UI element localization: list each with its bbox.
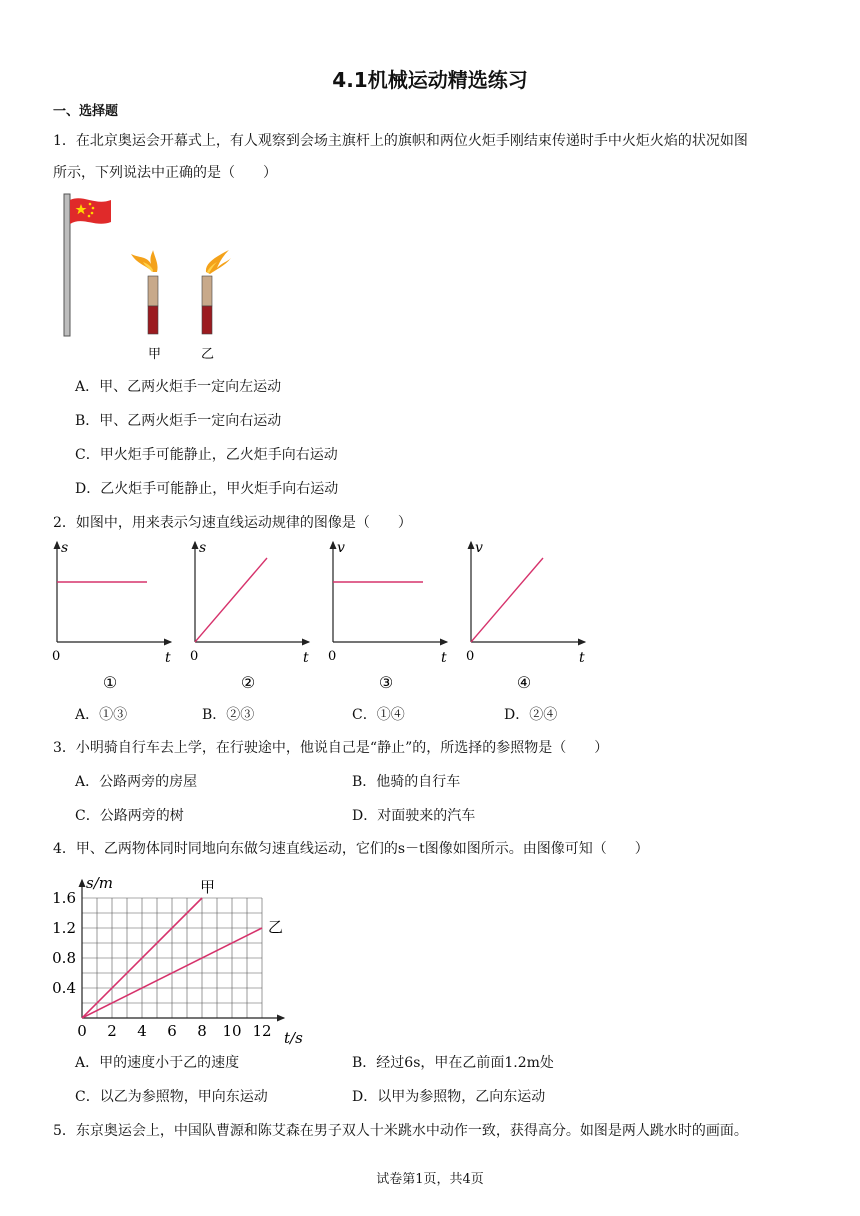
graph-3: [328, 540, 447, 692]
graph-line: [471, 558, 543, 642]
graph-caption: ③: [378, 673, 394, 692]
y-tick-label: 1.2: [52, 919, 76, 937]
q3-option-d: D．对面驶来的汽车: [352, 808, 476, 824]
x-tick-label: 8: [197, 1022, 207, 1040]
q4-st-chart: [40, 862, 320, 1048]
x-axis-label: t: [303, 650, 309, 666]
y-axis-label: v: [475, 540, 483, 556]
torch-jia: [131, 250, 158, 334]
y-axis-label: v: [337, 540, 345, 556]
q4-option-b: B．经过6s，甲在乙前面1.2m处: [352, 1055, 554, 1071]
section-heading: 一、选择题: [53, 104, 119, 119]
origin-label: 0: [466, 649, 475, 664]
q2-option-d: D．②④: [504, 707, 558, 723]
graph-caption: ④: [516, 673, 532, 692]
page-title: 4.1机械运动精选练习: [332, 68, 528, 92]
q4-option-d: D．以甲为参照物，乙向东运动: [352, 1089, 546, 1105]
q4-stem: 4．甲、乙两物体同时同地向东做匀速直线运动，它们的s－t图像如图所示。由图像可知（ ）: [53, 841, 649, 857]
torch-yi: [202, 250, 231, 334]
y-axis-label: s: [61, 540, 69, 556]
y-axis-label: s/m: [86, 874, 113, 892]
flagpole: [64, 194, 70, 336]
x-tick-label: 2: [107, 1022, 117, 1040]
graph-caption: ①: [102, 673, 118, 692]
q4-option-a: A．甲的速度小于乙的速度: [75, 1055, 240, 1071]
q1-option-c: C．甲火炬手可能静止，乙火炬手向右运动: [75, 447, 338, 463]
y-tick-label: 0.4: [52, 979, 76, 997]
y-axis-label: s: [199, 540, 207, 556]
graph-4: [466, 540, 585, 692]
x-axis-label: t: [441, 650, 447, 666]
x-axis-label: t: [165, 650, 171, 666]
q2-option-c: C．①④: [352, 707, 405, 723]
q5-stem: 5．东京奥运会上，中国队曹源和陈艾森在男子双人十米跳水中动作一致，获得高分。如图是两人跳水时的画面。: [53, 1123, 748, 1139]
x-tick-label: 10: [222, 1022, 242, 1040]
q1-option-d: D．乙火炬手可能静止，甲火炬手向右运动: [75, 481, 339, 497]
q3-option-b: B．他骑的自行车: [352, 774, 461, 790]
series-label: 乙: [268, 918, 284, 936]
x-tick-label: 0: [77, 1022, 87, 1040]
flag: [70, 198, 111, 224]
x-tick-label: 4: [137, 1022, 147, 1040]
origin-label: 0: [52, 649, 61, 664]
q1-option-a: A．甲、乙两火炬手一定向左运动: [75, 379, 282, 395]
origin-label: 0: [190, 649, 199, 664]
graph-1: [52, 540, 171, 692]
graph-caption: ②: [240, 673, 256, 692]
q2-option-a: A．①③: [75, 707, 128, 723]
q4-option-c: C．以乙为参照物，甲向东运动: [75, 1089, 268, 1105]
q1-stem-line1: 1．在北京奥运会开幕式上，有人观察到会场主旗杆上的旗帜和两位火炬手刚结束传递时手中火炬火焰的状况如图: [53, 133, 748, 149]
q3-stem: 3．小明骑自行车去上学，在行驶途中，他说自己是“静止”的，所选择的参照物是（ ）: [53, 740, 609, 756]
page-footer: 试卷第1页，共4页: [376, 1172, 484, 1187]
series-label: 甲: [200, 878, 216, 896]
q2-option-b: B．②③: [202, 707, 255, 723]
x-axis-label: t: [579, 650, 585, 666]
q2-stem: 2．如图中，用来表示匀速直线运动规律的图像是（ ）: [53, 515, 412, 531]
x-axis-label: t/s: [284, 1029, 303, 1047]
y-tick-label: 0.8: [52, 949, 76, 967]
q1-figure: [55, 192, 255, 367]
x-tick-label: 6: [167, 1022, 177, 1040]
label-yi: 乙: [201, 347, 215, 362]
q2-graphs: [40, 536, 600, 696]
q1-option-b: B．甲、乙两火炬手一定向右运动: [75, 413, 282, 429]
label-jia: 甲: [148, 347, 162, 362]
origin-label: 0: [328, 649, 337, 664]
graph-line: [195, 558, 267, 642]
q3-option-a: A．公路两旁的房屋: [75, 774, 198, 790]
x-tick-label: 12: [252, 1022, 272, 1040]
q3-option-c: C．公路两旁的树: [75, 808, 184, 824]
graph-2: [190, 540, 309, 692]
y-tick-label: 1.6: [52, 889, 76, 907]
q1-stem-line2: 所示，下列说法中正确的是（ ）: [53, 165, 277, 181]
